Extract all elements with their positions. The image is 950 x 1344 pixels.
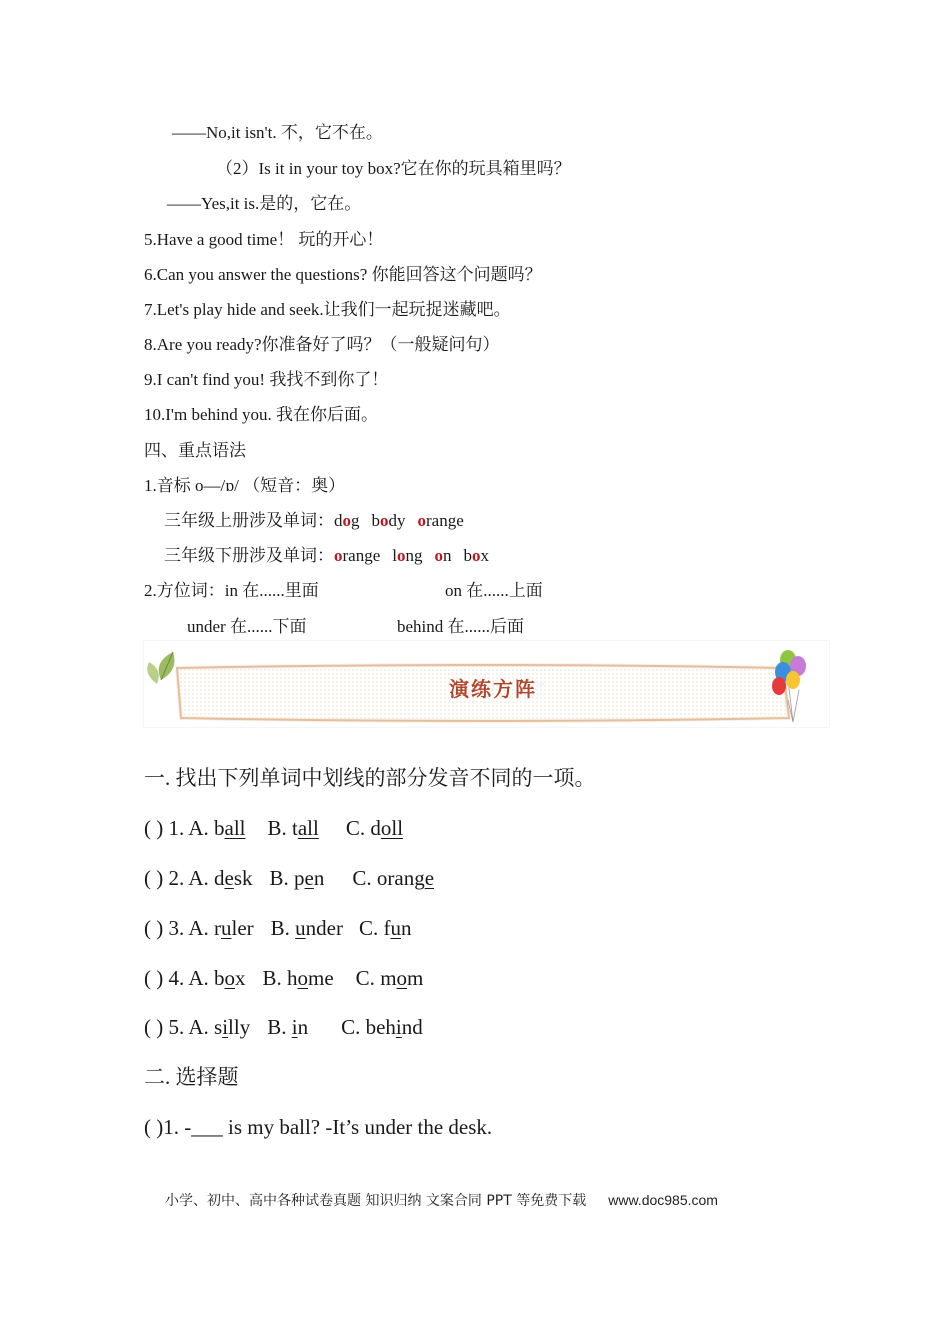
preposition-under: under 在......下面 — [187, 617, 307, 636]
sentence-9: 9.I can't find you! 我找不到你了！ — [144, 370, 389, 389]
word-orange: orange — [417, 511, 464, 530]
exercise1-item-5: ( ) 5. A. silly B. in C. behind — [144, 1015, 423, 1039]
sentence-6: 6.Can you answer the questions? 你能回答这个问题吗？ — [144, 265, 542, 284]
sentence-8: 8.Are you ready?你准备好了吗？（一般疑问句） — [144, 335, 500, 354]
word-body: body — [371, 511, 406, 530]
exercise1-item-4: ( ) 4. A. box B. home C. mom — [144, 966, 424, 990]
exercise1-item-2: ( ) 2. A. desk B. pen C. orange — [144, 866, 435, 890]
preposition-behind: behind 在......后面 — [397, 617, 525, 636]
sentence-5: 5.Have a good time！ 玩的开心！ — [144, 230, 384, 249]
grade3-first-term-words — [164, 510, 464, 532]
footer-url: www.doc985.com — [608, 1192, 718, 1208]
exercise1-item-3: ( ) 3. A. ruler B. under C. fun — [144, 916, 412, 940]
practice-banner — [143, 640, 830, 728]
sentence-4-answer-2: ——Yes,it is.是的，它在。 — [167, 194, 362, 213]
word-on: on — [434, 546, 452, 565]
exercise2-heading: 二. 选择题 — [144, 1065, 239, 1089]
phonics-title: 1.音标 o—/ɒ/ （短音：奥） — [144, 476, 346, 495]
grammar-heading: 四、重点语法 — [144, 441, 246, 460]
grade3-second-label: 三年级下册涉及单词： — [164, 546, 334, 565]
word-long: long — [392, 546, 423, 565]
sentence-10: 10.I'm behind you. 我在你后面。 — [144, 405, 378, 424]
word-dog: dog — [334, 511, 360, 530]
exercise1-heading: 一. 找出下列单词中划线的部分发音不同的一项。 — [144, 766, 596, 790]
preposition-on: on 在......上面 — [445, 581, 543, 600]
word-box: box — [463, 546, 489, 565]
sentence-4-question-2: （2）Is it in your toy box?它在你的玩具箱里吗？ — [216, 159, 571, 178]
grade3-second-term-words — [164, 545, 489, 567]
sentence-4-answer-1: ——No,it isn't. 不，它不在。 — [172, 123, 383, 142]
exercise2-question-1: ( )1. -___ is my ball? -It’s under the desk. — [144, 1115, 493, 1139]
word-orange: orange — [334, 546, 381, 565]
page-footer — [165, 1190, 718, 1210]
footer-text: 小学、初中、高中各种试卷真题 知识归纳 文案合同 PPT 等免费下载 — [165, 1193, 587, 1209]
prepositions-title: 2.方位词：in 在......里面 — [144, 581, 319, 600]
banner-title: 演练方阵 — [449, 677, 537, 701]
exercise1-item-1: ( ) 1. A. ball B. tall C. doll — [144, 816, 404, 840]
sentence-7: 7.Let's play hide and seek.让我们一起玩捉迷藏吧。 — [144, 300, 511, 319]
grade3-first-label: 三年级上册涉及单词： — [164, 511, 334, 530]
banner-graphic — [143, 640, 830, 728]
